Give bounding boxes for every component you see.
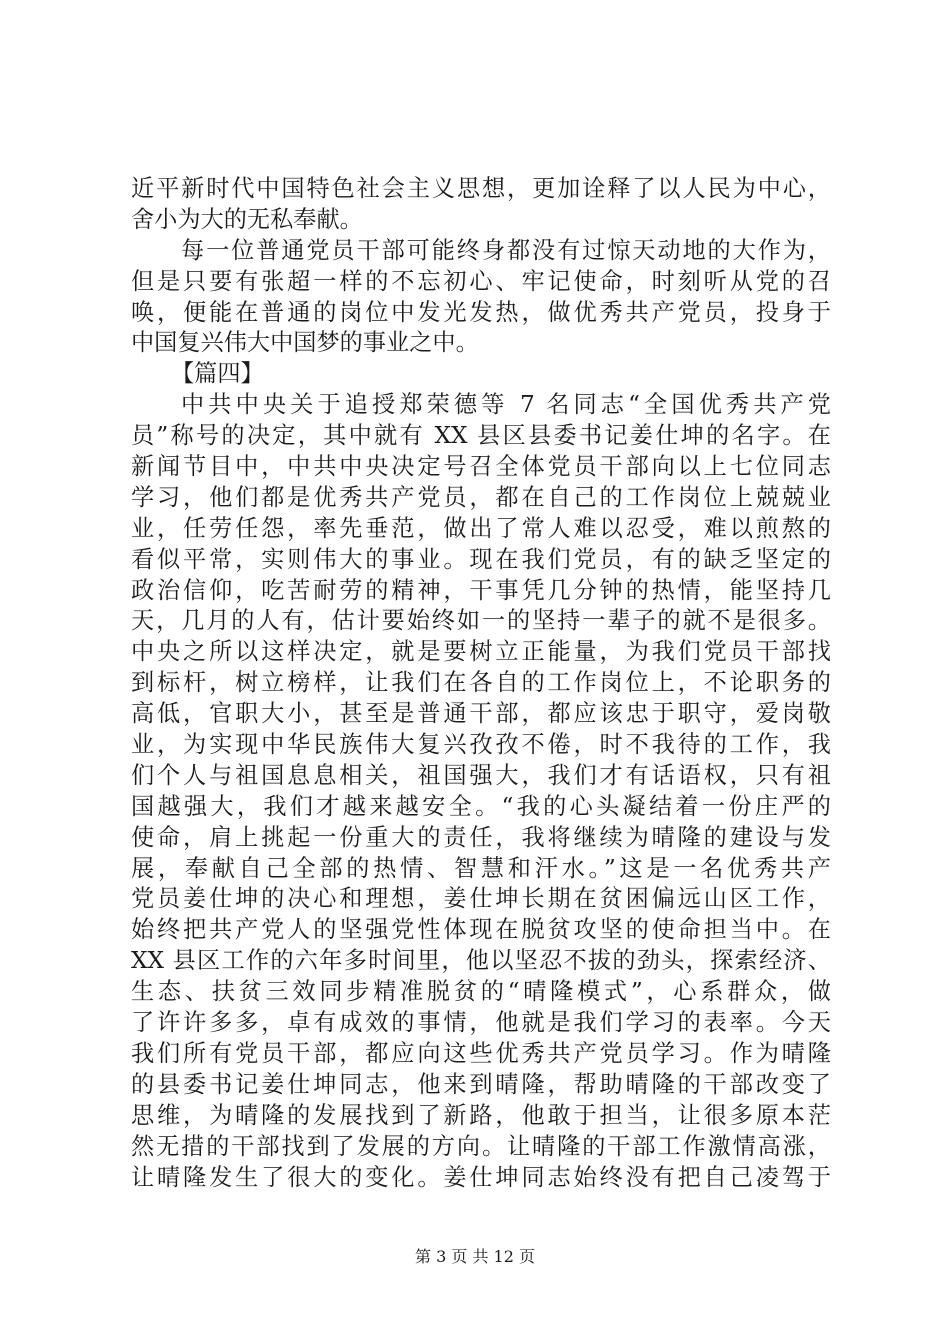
text-line: 政治信仰，吃苦耐劳的精神，干事凭几分钟的热情，能坚持几 <box>131 576 831 604</box>
text-line: 中国复兴伟大中国梦的事业之中。 <box>131 329 479 357</box>
text-line: 的县委书记姜仕坤同志，他来到晴隆，帮助晴隆的干部改变了 <box>131 1070 831 1098</box>
text-line: 员”称号的决定，其中就有 XX 县区县委书记姜仕坤的名字。在 <box>131 422 831 450</box>
text-line: 使命，肩上挑起一份重大的责任，我将继续为晴隆的建设与发 <box>131 823 831 851</box>
text-line: 展，奉献自己全部的热情、智慧和汗水。”这是一名优秀共产 <box>131 854 831 882</box>
text-line: 每一位普通党员干部可能终身都没有过惊天动地的大作为， <box>181 236 831 264</box>
text-line: 业，任劳任怨，率先垂范，做出了常人难以忍受，难以煎熬的 <box>131 514 831 542</box>
text-line: 近平新时代中国特色社会主义思想，更加诠释了以人民为中心， <box>131 175 831 202</box>
text-line: 看似平常，实则伟大的事业。现在我们党员，有的缺乏坚定的 <box>131 545 831 573</box>
text-line: 但是只要有张超一样的不忘初心、牢记使命，时刻听从党的召 <box>131 267 831 295</box>
text-line: 生态、扶贫三效同步精准脱贫的“晴隆模式”，心系群众，做 <box>131 978 831 1006</box>
text-line: 高低，官职大小，甚至是普通干部，都应该忠于职守，爱岗敬 <box>131 700 831 728</box>
text-line: 了许许多多，卓有成效的事情，他就是我们学习的表率。今天 <box>131 1009 831 1037</box>
text-line: 国越强大，我们才越来越安全。“我的心头凝结着一份庄严的 <box>131 792 831 820</box>
text-line: 中央之所以这样决定，就是要树立正能量，为我们党员干部找 <box>131 638 831 666</box>
text-line: 业，为实现中华民族伟大复兴孜孜不倦，时不我待的工作，我 <box>131 731 831 759</box>
text-line: 然无措的干部找到了发展的方向。让晴隆的干部工作激情高涨， <box>131 1132 831 1160</box>
text-line: 中共中央关于追授郑荣德等 7 名同志“全国优秀共产党 <box>181 391 831 419</box>
text-line: 党员姜仕坤的决心和理想，姜仕坤长期在贫困偏远山区工作， <box>131 885 831 913</box>
text-line: 学习，他们都是优秀共产党员，都在自己的工作岗位上兢兢业 <box>131 483 831 511</box>
section-heading: 【篇四】 <box>171 360 264 388</box>
text-line: 始终把共产党人的坚强党性体现在脱贫攻坚的使命担当中。在 <box>131 916 831 944</box>
text-line: 们个人与祖国息息相关，祖国强大，我们才有话语权，只有祖 <box>131 761 831 789</box>
document-body <box>131 174 831 1193</box>
text-line: XX 县区工作的六年多时间里，他以坚忍不拔的劲头，探索经济、 <box>131 947 831 975</box>
text-line: 天，几月的人有，估计要始终如一的坚持一辈子的就不是很多。 <box>131 607 831 635</box>
text-line: 到标杆，树立榜样，让我们在各自的工作岗位上，不论职务的 <box>131 669 831 697</box>
text-line: 思维，为晴隆的发展找到了新路，他敢于担当，让很多原本茫 <box>131 1101 831 1129</box>
text-line: 舍小为大的无私奉献。 <box>131 205 363 233</box>
text-line: 唤，便能在普通的岗位中发光发热，做优秀共产党员，投身于 <box>131 298 831 326</box>
text-line: 新闻节目中，中共中央决定号召全体党员干部向以上七位同志 <box>131 453 831 481</box>
page-number-footer: 第 3 页 共 12 页 <box>415 1247 535 1266</box>
text-line: 让晴隆发生了很大的变化。姜仕坤同志始终没有把自己凌驾于 <box>131 1163 831 1191</box>
text-line: 我们所有党员干部，都应向这些优秀共产党员学习。作为晴隆 <box>131 1039 831 1067</box>
